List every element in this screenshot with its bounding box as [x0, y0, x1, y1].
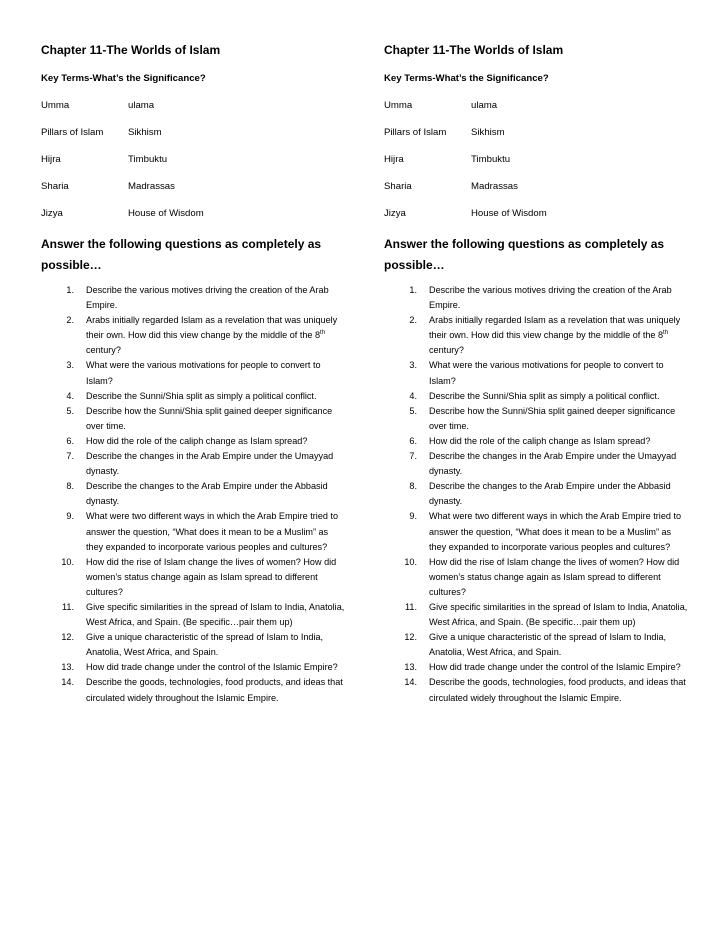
key-term: Jizya [384, 208, 406, 219]
question-number: 8. [409, 481, 417, 492]
question-item [384, 660, 689, 675]
question-number: 4. [66, 390, 74, 401]
question-item [41, 479, 346, 509]
question-item [41, 283, 346, 313]
question-item [384, 555, 689, 600]
question-text: Give specific similarities in the spread of Islam to India, Anatolia, West Africa, and Spain. (Be specific…pair them up) [429, 601, 688, 628]
question-text: What were the various motivations for people to convert to Islam? [86, 360, 321, 386]
question-list [384, 283, 689, 706]
key-term: Sikhism [471, 127, 505, 138]
question-item [384, 434, 689, 449]
question-number: 13. [404, 662, 417, 673]
question-superscript: th [320, 330, 326, 337]
question-text: Describe how the Sunni/Shia split gained deeper significance over time. [429, 405, 676, 431]
key-term: Madrassas [128, 181, 175, 192]
question-text: How did the role of the caliph change as Islam spread? [429, 435, 651, 446]
question-text: Describe the changes to the Arab Empire under the Abbasid dynasty. [429, 481, 671, 507]
key-term: Madrassas [471, 181, 518, 192]
question-number: 6. [66, 435, 74, 446]
key-term: Hijra [41, 154, 61, 165]
question-item [41, 434, 346, 449]
question-text: How did the rise of Islam change the lives of women? How did women’s status change again as Islam spread to different cultures? [86, 556, 337, 597]
question-number: 12. [404, 632, 417, 643]
key-term: Sharia [41, 181, 69, 192]
question-item [384, 313, 689, 358]
question-text: What were two different ways in which the Arab Empire tried to answer the question, “What does it mean to be a Muslim” as they expanded to incorporate various peoples and cultures? [429, 511, 682, 552]
question-item [384, 630, 689, 660]
question-number: 1. [409, 285, 417, 295]
worksheet-title: Chapter 11-The Worlds of Islam [384, 43, 564, 57]
question-text: Arabs initially regarded Islam as a revelation that was uniquely their own. How did this view change by the middle of the 8 [429, 315, 681, 341]
worksheet-title: Chapter 11-The Worlds of Islam [41, 43, 221, 57]
key-term: Umma [41, 100, 70, 111]
question-text: What were two different ways in which the Arab Empire tried to answer the question, “What does it mean to be a Muslim” as they expanded to incorporate various peoples and cultures? [86, 511, 339, 552]
question-number: 3. [66, 360, 74, 371]
question-text: Describe the various motives driving the creation of the Arab Empire. [86, 285, 329, 311]
question-item [41, 313, 346, 358]
question-text: Describe the changes in the Arab Empire under the Umayyad dynasty. [429, 451, 677, 477]
question-item [41, 675, 346, 705]
key-term: Pillars of Islam [41, 127, 104, 138]
question-item [41, 555, 346, 600]
question-item [41, 449, 346, 479]
key-term: House of Wisdom [128, 208, 204, 219]
question-number: 13. [61, 662, 74, 673]
key-terms-heading: Key Terms-What’s the Significance? [41, 73, 206, 84]
question-number: 7. [66, 451, 74, 462]
question-text: Give a unique characteristic of the spread of Islam to India, Anatolia, West Africa, and Spain. [86, 632, 324, 658]
question-text: Describe the goods, technologies, food products, and ideas that circulated widely throughout the Islamic Empire. [86, 677, 343, 703]
question-text: Describe the goods, technologies, food products, and ideas that circulated widely throughout the Islamic Empire. [429, 677, 686, 703]
question-number: 9. [409, 511, 417, 522]
question-item [41, 389, 346, 404]
question-list [41, 283, 346, 706]
answer-heading: Answer the following questions as completely as possible… [41, 237, 322, 272]
question-item [384, 675, 689, 705]
question-text: Describe the Sunni/Shia split as simply a political conflict. [429, 390, 660, 401]
question-text: Describe how the Sunni/Shia split gained deeper significance over time. [86, 405, 333, 431]
question-number: 4. [409, 390, 417, 401]
question-text: Describe the Sunni/Shia split as simply a political conflict. [86, 390, 317, 401]
key-term: Pillars of Islam [384, 127, 447, 138]
question-item [41, 660, 346, 675]
question-text-after: century? [86, 345, 121, 356]
question-number: 12. [61, 632, 74, 643]
question-item [41, 600, 346, 630]
question-number: 9. [66, 511, 74, 522]
question-text: Describe the changes in the Arab Empire under the Umayyad dynasty. [86, 451, 334, 477]
question-item [384, 449, 689, 479]
question-item [384, 283, 689, 313]
key-term: House of Wisdom [471, 208, 547, 219]
question-item [384, 404, 689, 434]
key-term: Hijra [384, 154, 404, 165]
answer-heading: Answer the following questions as completely as possible… [384, 237, 665, 272]
question-item [41, 404, 346, 434]
key-term: Jizya [41, 208, 63, 219]
key-term: Sikhism [128, 127, 162, 138]
question-number: 5. [66, 405, 74, 416]
question-text: Arabs initially regarded Islam as a revelation that was uniquely their own. How did this view change by the middle of the 8 [86, 315, 338, 341]
question-number: 6. [409, 435, 417, 446]
question-item [41, 509, 346, 554]
question-item [384, 389, 689, 404]
question-text: Describe the various motives driving the creation of the Arab Empire. [429, 285, 672, 311]
key-terms-heading: Key Terms-What’s the Significance? [384, 73, 549, 84]
question-text-after: century? [429, 345, 464, 356]
question-number: 14. [404, 677, 417, 688]
question-item [384, 479, 689, 509]
question-number: 5. [409, 405, 417, 416]
question-number: 7. [409, 451, 417, 462]
question-number: 14. [61, 677, 74, 688]
question-number: 1. [66, 285, 74, 295]
question-text: How did the role of the caliph change as Islam spread? [86, 435, 308, 446]
question-number: 10. [61, 556, 74, 567]
question-number: 2. [66, 315, 74, 326]
question-text: Describe the changes to the Arab Empire under the Abbasid dynasty. [86, 481, 328, 507]
question-text: Give specific similarities in the spread of Islam to India, Anatolia, West Africa, and Spain. (Be specific…pair them up) [86, 601, 345, 628]
key-term: Timbuktu [471, 154, 511, 165]
question-number: 8. [66, 481, 74, 492]
key-term: ulama [128, 100, 155, 111]
question-number: 11. [62, 601, 74, 612]
question-item [41, 630, 346, 660]
question-item [384, 358, 689, 388]
question-item [384, 600, 689, 630]
key-term: Umma [384, 100, 413, 111]
question-superscript: th [663, 330, 669, 337]
question-text: What were the various motivations for people to convert to Islam? [429, 360, 664, 386]
key-term: Timbuktu [128, 154, 168, 165]
question-text: How did trade change under the control of the Islamic Empire? [429, 662, 681, 673]
question-item [41, 358, 346, 388]
question-text: How did trade change under the control of the Islamic Empire? [86, 662, 338, 673]
key-term: ulama [471, 100, 498, 111]
question-item [384, 509, 689, 554]
key-term: Sharia [384, 181, 412, 192]
question-text: How did the rise of Islam change the lives of women? How did women’s status change again as Islam spread to different cultures? [429, 556, 680, 597]
question-number: 2. [409, 315, 417, 326]
question-number: 10. [404, 556, 417, 567]
question-text: Give a unique characteristic of the spread of Islam to India, Anatolia, West Africa, and Spain. [429, 632, 667, 658]
question-number: 11. [405, 601, 417, 612]
question-number: 3. [409, 360, 417, 371]
